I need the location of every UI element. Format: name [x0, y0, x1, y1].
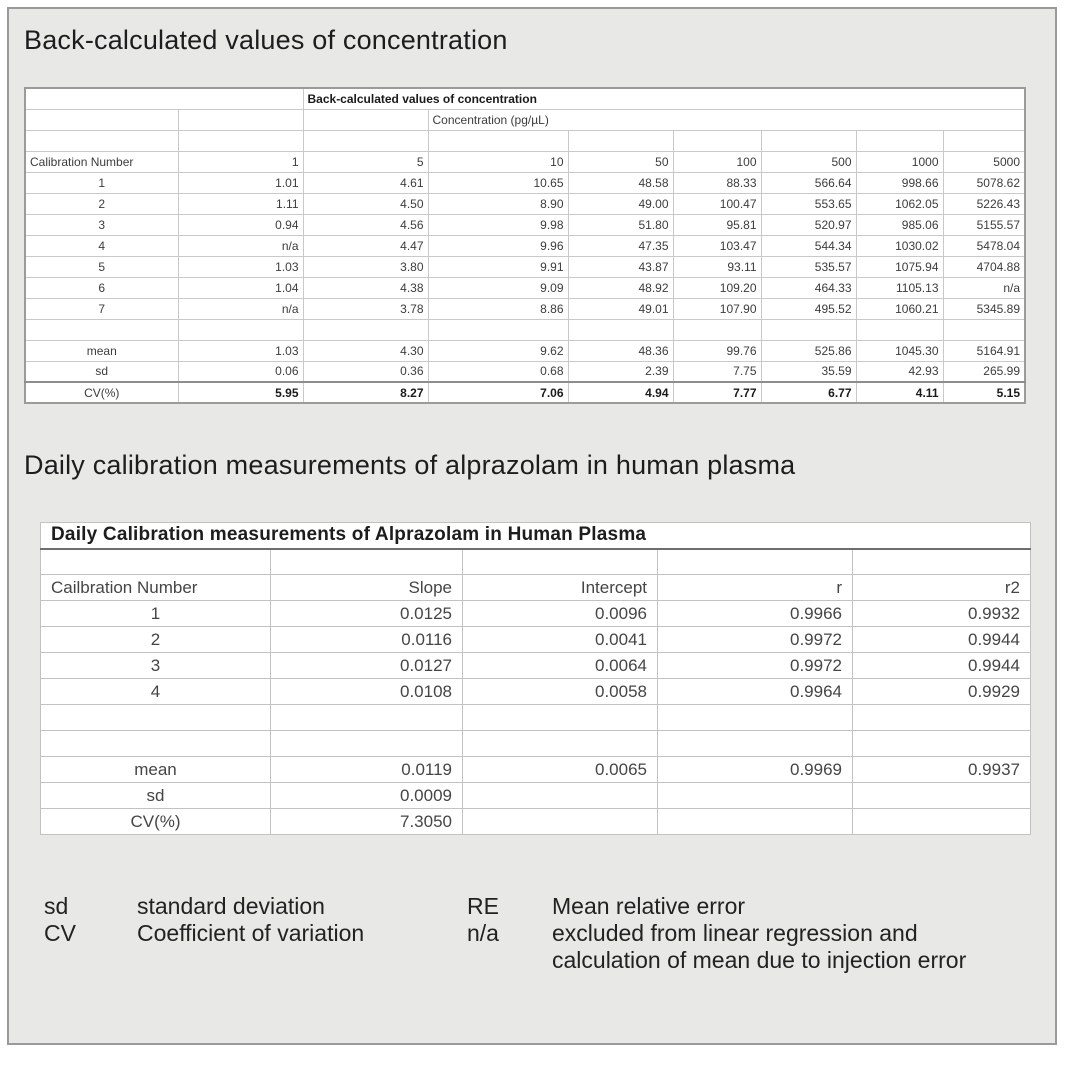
cell: 1 — [25, 172, 178, 193]
cell: 6.77 — [761, 382, 856, 403]
cell: 265.99 — [943, 361, 1025, 382]
cell: Slope — [271, 575, 463, 601]
cell: 8.86 — [428, 298, 568, 319]
cell: 4.50 — [303, 193, 428, 214]
cell: n/a — [943, 277, 1025, 298]
cell: 48.36 — [568, 340, 673, 361]
cell — [178, 130, 303, 151]
cell: 5000 — [943, 151, 1025, 172]
cell: n/a — [178, 298, 303, 319]
cell — [853, 705, 1031, 731]
table-row — [25, 172, 1025, 193]
cell: 10 — [428, 151, 568, 172]
cell: 7.3050 — [271, 809, 463, 835]
legend — [44, 893, 992, 974]
cell: 1 — [41, 601, 271, 627]
table-row — [41, 601, 1031, 627]
cell — [658, 549, 853, 575]
cell: 4.61 — [303, 172, 428, 193]
cell: 0.9929 — [853, 679, 1031, 705]
cell: 50 — [568, 151, 673, 172]
table-row — [25, 151, 1025, 172]
cell: 4 — [41, 679, 271, 705]
cell — [943, 319, 1025, 340]
table-row — [41, 653, 1031, 679]
table-row — [25, 256, 1025, 277]
cell — [178, 319, 303, 340]
cell: 4.38 — [303, 277, 428, 298]
cell: 9.96 — [428, 235, 568, 256]
cell — [25, 109, 178, 130]
cell: 10.65 — [428, 172, 568, 193]
cell: 48.58 — [568, 172, 673, 193]
figure-panel — [7, 7, 1057, 1045]
cell: 464.33 — [761, 277, 856, 298]
cell: 9.98 — [428, 214, 568, 235]
cell — [673, 319, 761, 340]
cell: 1045.30 — [856, 340, 943, 361]
cell — [853, 783, 1031, 809]
cell: 0.0009 — [271, 783, 463, 809]
cell: Back-calculated values of concentration — [303, 88, 1025, 109]
cell: 0.9964 — [658, 679, 853, 705]
cell: 3.80 — [303, 256, 428, 277]
cell — [463, 783, 658, 809]
cell — [568, 130, 673, 151]
cell: 5478.04 — [943, 235, 1025, 256]
cell: 5 — [25, 256, 178, 277]
cell: 998.66 — [856, 172, 943, 193]
cell — [761, 130, 856, 151]
cell — [568, 319, 673, 340]
table-row — [25, 277, 1025, 298]
cell: 0.9944 — [853, 627, 1031, 653]
cell: 4 — [25, 235, 178, 256]
cell: 1.11 — [178, 193, 303, 214]
legend-right-column — [467, 893, 992, 974]
cell — [463, 705, 658, 731]
cell: 0.0119 — [271, 757, 463, 783]
table-row — [25, 319, 1025, 340]
cell: 4.11 — [856, 382, 943, 403]
cell: 0.36 — [303, 361, 428, 382]
legend-term: sd — [44, 893, 69, 919]
cell: 4.56 — [303, 214, 428, 235]
cell: 49.01 — [568, 298, 673, 319]
cell: 4.94 — [568, 382, 673, 403]
cell — [853, 809, 1031, 835]
cell: 0.0125 — [271, 601, 463, 627]
cell: 1030.02 — [856, 235, 943, 256]
cell — [41, 705, 271, 731]
cell: 1105.13 — [856, 277, 943, 298]
legend-term: CV — [44, 920, 76, 946]
cell: 566.64 — [761, 172, 856, 193]
cell: 5.15 — [943, 382, 1025, 403]
table-row — [41, 705, 1031, 731]
back-calculated-table — [24, 87, 1026, 404]
legend-definition: Mean relative error — [552, 893, 746, 919]
table-row — [41, 757, 1031, 783]
cell: 99.76 — [673, 340, 761, 361]
cell: 4704.88 — [943, 256, 1025, 277]
cell: sd — [25, 361, 178, 382]
table-row — [41, 809, 1031, 835]
cell: 1 — [178, 151, 303, 172]
cell: 4.30 — [303, 340, 428, 361]
cell: 0.68 — [428, 361, 568, 382]
table1-body — [25, 88, 1025, 403]
cell — [41, 549, 271, 575]
daily-calibration-table — [40, 522, 1031, 835]
cell: 3.78 — [303, 298, 428, 319]
table-row — [25, 382, 1025, 403]
cell: 1.03 — [178, 340, 303, 361]
cell: Daily Calibration measurements of Alprazolam in Human Plasma — [41, 523, 1031, 549]
cell: 0.0041 — [463, 627, 658, 653]
cell: 495.52 — [761, 298, 856, 319]
cell: 51.80 — [568, 214, 673, 235]
cell: 1062.05 — [856, 193, 943, 214]
cell: r — [658, 575, 853, 601]
cell — [25, 130, 178, 151]
cell — [853, 549, 1031, 575]
cell: 1000 — [856, 151, 943, 172]
cell: 43.87 — [568, 256, 673, 277]
table-row — [41, 575, 1031, 601]
cell: 525.86 — [761, 340, 856, 361]
cell: 9.09 — [428, 277, 568, 298]
legend-definition: standard deviation — [137, 893, 325, 919]
cell: 0.9966 — [658, 601, 853, 627]
cell: 535.57 — [761, 256, 856, 277]
cell: 109.20 — [673, 277, 761, 298]
table-row — [41, 549, 1031, 575]
cell: 2 — [41, 627, 271, 653]
cell: 9.91 — [428, 256, 568, 277]
cell: 103.47 — [673, 235, 761, 256]
cell — [658, 809, 853, 835]
cell: 4.47 — [303, 235, 428, 256]
cell — [41, 731, 271, 757]
cell: 1.01 — [178, 172, 303, 193]
cell: 0.9969 — [658, 757, 853, 783]
cell: mean — [41, 757, 271, 783]
cell: 5155.57 — [943, 214, 1025, 235]
cell: 7.75 — [673, 361, 761, 382]
cell: 0.0108 — [271, 679, 463, 705]
cell: 1.03 — [178, 256, 303, 277]
section-title-back-calculated: Back-calculated values of concentration — [24, 25, 508, 55]
legend-term: n/a — [467, 920, 499, 946]
cell — [658, 731, 853, 757]
cell: 47.35 — [568, 235, 673, 256]
cell — [271, 549, 463, 575]
cell: 88.33 — [673, 172, 761, 193]
cell: 6 — [25, 277, 178, 298]
cell — [463, 549, 658, 575]
table-row — [25, 193, 1025, 214]
cell: 520.97 — [761, 214, 856, 235]
cell — [856, 319, 943, 340]
cell: CV(%) — [41, 809, 271, 835]
cell: 0.0058 — [463, 679, 658, 705]
cell: 985.06 — [856, 214, 943, 235]
legend-term: RE — [467, 893, 499, 919]
table-row — [41, 627, 1031, 653]
cell: 5164.91 — [943, 340, 1025, 361]
cell: 35.59 — [761, 361, 856, 382]
section-title-daily-calibration: Daily calibration measurements of alprazolam in human plasma — [24, 450, 796, 480]
table-row — [25, 298, 1025, 319]
cell: 0.9972 — [658, 627, 853, 653]
cell — [271, 705, 463, 731]
cell — [178, 109, 303, 130]
cell: 49.00 — [568, 193, 673, 214]
cell: 0.0127 — [271, 653, 463, 679]
cell: 42.93 — [856, 361, 943, 382]
table2-body — [41, 523, 1031, 835]
cell: 5226.43 — [943, 193, 1025, 214]
cell: 95.81 — [673, 214, 761, 235]
cell: CV(%) — [25, 382, 178, 403]
cell: 1.04 — [178, 277, 303, 298]
cell — [658, 783, 853, 809]
cell: 7.77 — [673, 382, 761, 403]
table-row — [41, 523, 1031, 549]
cell: Concentration (pg/µL) — [428, 109, 1025, 130]
cell: 7 — [25, 298, 178, 319]
cell: Calibration Number — [25, 151, 178, 172]
cell — [271, 731, 463, 757]
cell: 0.0116 — [271, 627, 463, 653]
cell: 0.0065 — [463, 757, 658, 783]
cell — [25, 319, 178, 340]
cell: Intercept — [463, 575, 658, 601]
cell: 2 — [25, 193, 178, 214]
cell: 107.90 — [673, 298, 761, 319]
table-row — [25, 214, 1025, 235]
table-row — [25, 88, 1025, 109]
cell — [463, 731, 658, 757]
cell — [303, 109, 428, 130]
table-row — [41, 679, 1031, 705]
cell — [853, 731, 1031, 757]
table-row — [41, 783, 1031, 809]
table-row — [25, 109, 1025, 130]
cell: Cailbration Number — [41, 575, 271, 601]
cell: n/a — [178, 235, 303, 256]
cell: 3 — [41, 653, 271, 679]
table-row — [41, 731, 1031, 757]
cell — [673, 130, 761, 151]
cell — [428, 130, 568, 151]
cell: 8.90 — [428, 193, 568, 214]
cell: 0.9972 — [658, 653, 853, 679]
table-row — [25, 361, 1025, 382]
cell — [463, 809, 658, 835]
cell: 0.06 — [178, 361, 303, 382]
cell: 5 — [303, 151, 428, 172]
cell — [761, 319, 856, 340]
cell — [943, 130, 1025, 151]
cell: 5078.62 — [943, 172, 1025, 193]
cell: 500 — [761, 151, 856, 172]
cell — [658, 705, 853, 731]
cell: 0.94 — [178, 214, 303, 235]
cell — [428, 319, 568, 340]
legend-definition: Coefficient of variation — [137, 920, 365, 946]
cell: 0.9932 — [853, 601, 1031, 627]
cell: r2 — [853, 575, 1031, 601]
cell: 0.9944 — [853, 653, 1031, 679]
legend-definition: excluded from linear regression and calculation of mean due to injection error — [552, 920, 967, 973]
cell: 9.62 — [428, 340, 568, 361]
cell: 0.0096 — [463, 601, 658, 627]
cell: 544.34 — [761, 235, 856, 256]
cell: sd — [41, 783, 271, 809]
cell: 0.9937 — [853, 757, 1031, 783]
cell: 48.92 — [568, 277, 673, 298]
cell — [303, 130, 428, 151]
table-row — [25, 340, 1025, 361]
cell: 2.39 — [568, 361, 673, 382]
legend-left-column — [44, 893, 467, 974]
cell: mean — [25, 340, 178, 361]
cell — [856, 130, 943, 151]
cell: 100.47 — [673, 193, 761, 214]
cell: 0.0064 — [463, 653, 658, 679]
cell: 93.11 — [673, 256, 761, 277]
cell: 1060.21 — [856, 298, 943, 319]
cell: 100 — [673, 151, 761, 172]
cell: 553.65 — [761, 193, 856, 214]
table-row — [25, 235, 1025, 256]
cell: 8.27 — [303, 382, 428, 403]
cell: 7.06 — [428, 382, 568, 403]
cell: 1075.94 — [856, 256, 943, 277]
cell: 3 — [25, 214, 178, 235]
cell: 5.95 — [178, 382, 303, 403]
cell — [303, 319, 428, 340]
table-row — [25, 130, 1025, 151]
cell — [25, 88, 303, 109]
cell: 5345.89 — [943, 298, 1025, 319]
